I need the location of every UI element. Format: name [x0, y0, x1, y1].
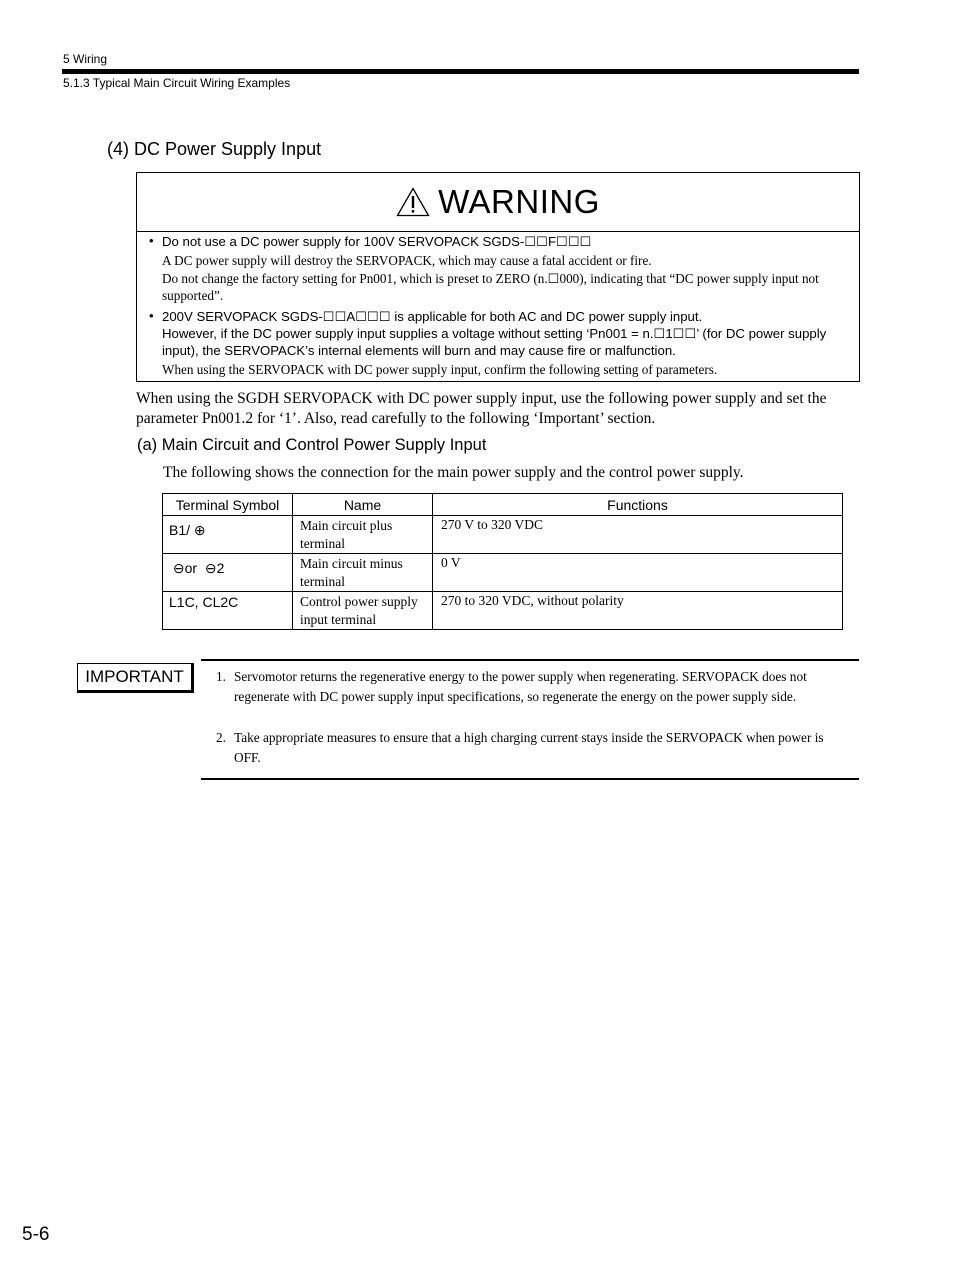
warning-item-lead-continued: However, if the DC power supply input supplies a voltage without setting ‘Pn001 = n.☐1☐☐’ (for DC power supply input), the SERVOPACK’s internal elements will burn and may cause fire or malfunction. — [162, 326, 827, 358]
table-header-symbol: Terminal Symbol — [163, 494, 293, 516]
warning-title: WARNING — [438, 183, 600, 220]
important-item-text: Servomotor returns the regenerative energy to the power supply when regenerating. SERVOPACK does not regenerate with DC power supply input specifications, so regenerate the energy on the power supply side. — [234, 669, 807, 704]
warning-item-lead: Do not use a DC power supply for 100V SERVOPACK SGDS-☐☐F☐☐☐ — [162, 234, 592, 249]
bullet: • — [149, 233, 154, 248]
warning-box — [136, 172, 860, 382]
warning-triangle-icon — [396, 187, 430, 217]
terminal-table — [162, 493, 843, 630]
table-header-name: Name — [293, 494, 433, 516]
important-item-number: 1. — [216, 669, 226, 684]
subsection-paragraph: The following shows the connection for the main power supply and the control power supply. — [163, 464, 744, 481]
header-chapter: 5 Wiring — [63, 52, 108, 66]
terminal-function: 270 to 320 VDC, without polarity — [433, 592, 843, 630]
terminal-name: Control power supply input terminal — [293, 592, 433, 630]
section-title: (4) DC Power Supply Input — [107, 139, 322, 159]
page-number: 5-6 — [22, 1224, 50, 1245]
warning-item-lead: 200V SERVOPACK SGDS-☐☐A☐☐☐ is applicable for both AC and DC power supply input. — [162, 309, 703, 324]
terminal-symbol: ⊖or ⊖2 — [163, 554, 293, 592]
terminal-name: Main circuit minus terminal — [293, 554, 433, 592]
warning-header — [137, 173, 859, 232]
body-paragraph: When using the SGDH SERVOPACK with DC power supply input, use the following power supply and set the parameter Pn001.2 for ‘1’. Also, read carefully to the following ‘Important’ section. — [136, 390, 827, 427]
warning-item-detail: A DC power supply will destroy the SERVOPACK, which may cause a fatal accident or fire. — [162, 253, 652, 268]
subsection-title: (a) Main Circuit and Control Power Supply Input — [137, 436, 487, 454]
table-row — [163, 516, 843, 554]
important-item-number: 2. — [216, 730, 226, 745]
warning-item-detail: When using the SERVOPACK with DC power supply input, confirm the following setting of parameters. — [162, 362, 718, 377]
important-rule-top — [201, 659, 859, 661]
header-rule — [62, 69, 859, 74]
terminal-function: 270 V to 320 VDC — [433, 516, 843, 554]
terminal-name: Main circuit plus terminal — [293, 516, 433, 554]
important-rule-bottom — [201, 778, 859, 780]
important-item-text: Take appropriate measures to ensure that a high charging current stays inside the SERVOPACK when power is OFF. — [234, 730, 824, 765]
table-row — [163, 592, 843, 630]
table-row — [163, 554, 843, 592]
terminal-symbol: L1C, CL2C — [163, 592, 293, 630]
bullet: • — [149, 308, 154, 323]
important-label: IMPORTANT — [77, 663, 194, 693]
header-section: 5.1.3 Typical Main Circuit Wiring Examples — [63, 76, 291, 90]
terminal-function: 0 V — [433, 554, 843, 592]
terminal-symbol: B1/ ⊕ — [163, 516, 293, 554]
warning-item-detail: Do not change the factory setting for Pn001, which is preset to ZERO (n.☐000), indicating that “DC power supply input not supported”. — [162, 271, 819, 303]
table-header-functions: Functions — [433, 494, 843, 516]
table-header-row — [163, 494, 843, 516]
